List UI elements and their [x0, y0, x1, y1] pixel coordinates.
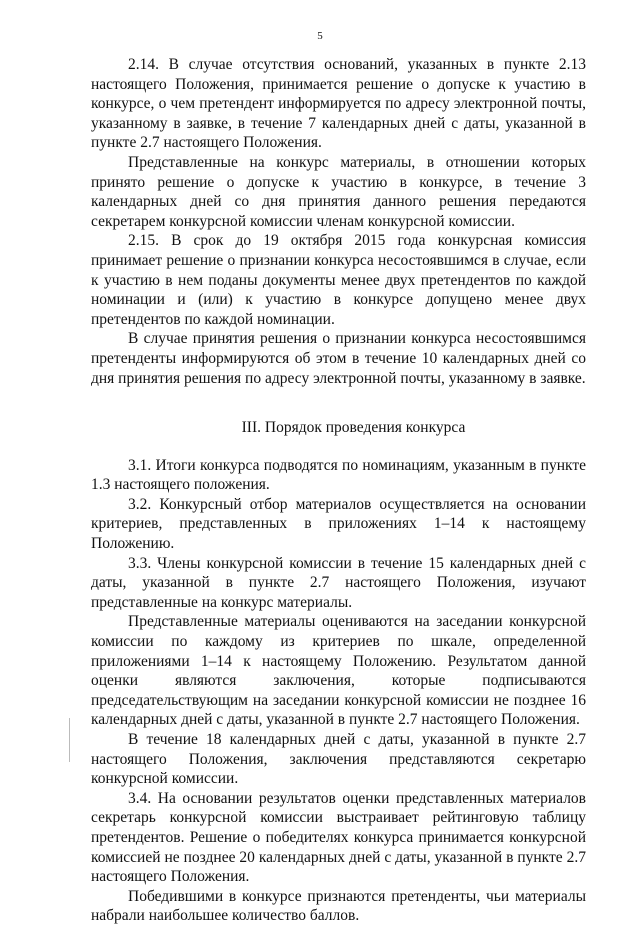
- paragraph-failed-contest: В случае принятия решения о признании конкурса несостоявшимся претенденты информируются об этом в течение 10 календарных дней со дня принятия решения по адресу электронной почты, указанному в заявке.: [91, 330, 586, 387]
- paragraph-3-2: 3.2. Конкурсный отбор материалов осуществляется на основании критериев, представленных в приложениях 1–14 к настоящему Положению.: [91, 495, 586, 553]
- paragraph-admitted-materials: Представленные на конкурс материалы, в отношении которых принято решение о допуске к участию в конкурсе, в течение 3 календарных дней со дня принятия данного решения передаются секретарем конкурсной комиссии членам конкурсной комиссии.: [91, 153, 586, 230]
- section-title: III. Порядок проведения конкурса: [241, 419, 466, 437]
- margin-mark: [69, 718, 70, 762]
- document-body: [91, 55, 586, 926]
- paragraph-2-15: 2.15. В срок до 19 октября 2015 года конкурсная комиссия принимает решение о признании конкурса несостоявшимся в случае, если к участию в нем поданы документы менее двух претендентов по каждой номинации и (или) к участию в конкурсе допущено менее двух претендентов по каждой номинации.: [91, 232, 586, 328]
- paragraph-conclusions: В течение 18 календарных дней с даты, указанной в пункте 2.7 настоящего Положения, заключения представляются секретарю конкурсной комиссии.: [91, 731, 586, 788]
- section-spacer: [91, 388, 586, 418]
- paragraph-2-14: 2.14. В случае отсутствия оснований, указанных в пункте 2.13 настоящего Положения, принимается решение о допуске к участию в конкурсе, о чем претендент информируется по адресу электронной почты, указанному в заявке, в течение 7 календарных дней с даты, указанной в пункте 2.7 настоящего Положения.: [91, 56, 586, 152]
- section-spacer: [91, 438, 586, 456]
- paragraph-winners: Победившими в конкурсе признаются претенденты, чьи материалы набрали наибольшее количество баллов.: [91, 887, 586, 925]
- paragraph-3-4: 3.4. На основании результатов оценки представленных материалов секретарь конкурсной комиссии выстраивает рейтинговую таблицу претендентов. Решение о победителях конкурса принимается конкурсной комиссией не позднее 20 календарных дней с даты, указанной в пункте 2.7 настоящего Положения.: [91, 789, 586, 886]
- page-number: 5: [317, 30, 323, 42]
- paragraph-evaluation: Представленные материалы оцениваются на заседании конкурсной комиссии по каждому из критериев по шкале, определенной приложениями 1–14 к настоящему Положению. Результатом данной оценки являются заключения, которые подписываются председательствующим на заседании конкурсной комиссии не позднее 16 календарных дней с даты, указанной в пункте 2.7 настоящего Положения.: [91, 613, 586, 729]
- paragraph-3-3: 3.3. Члены конкурсной комиссии в течение 15 календарных дней с даты, указанной в пункте 2.7 настоящего Положения, изучают представленные на конкурс материалы.: [91, 554, 586, 611]
- paragraph-3-1: 3.1. Итоги конкурса подводятся по номинациям, указанным в пункте 1.3 настоящего положения.: [91, 456, 586, 494]
